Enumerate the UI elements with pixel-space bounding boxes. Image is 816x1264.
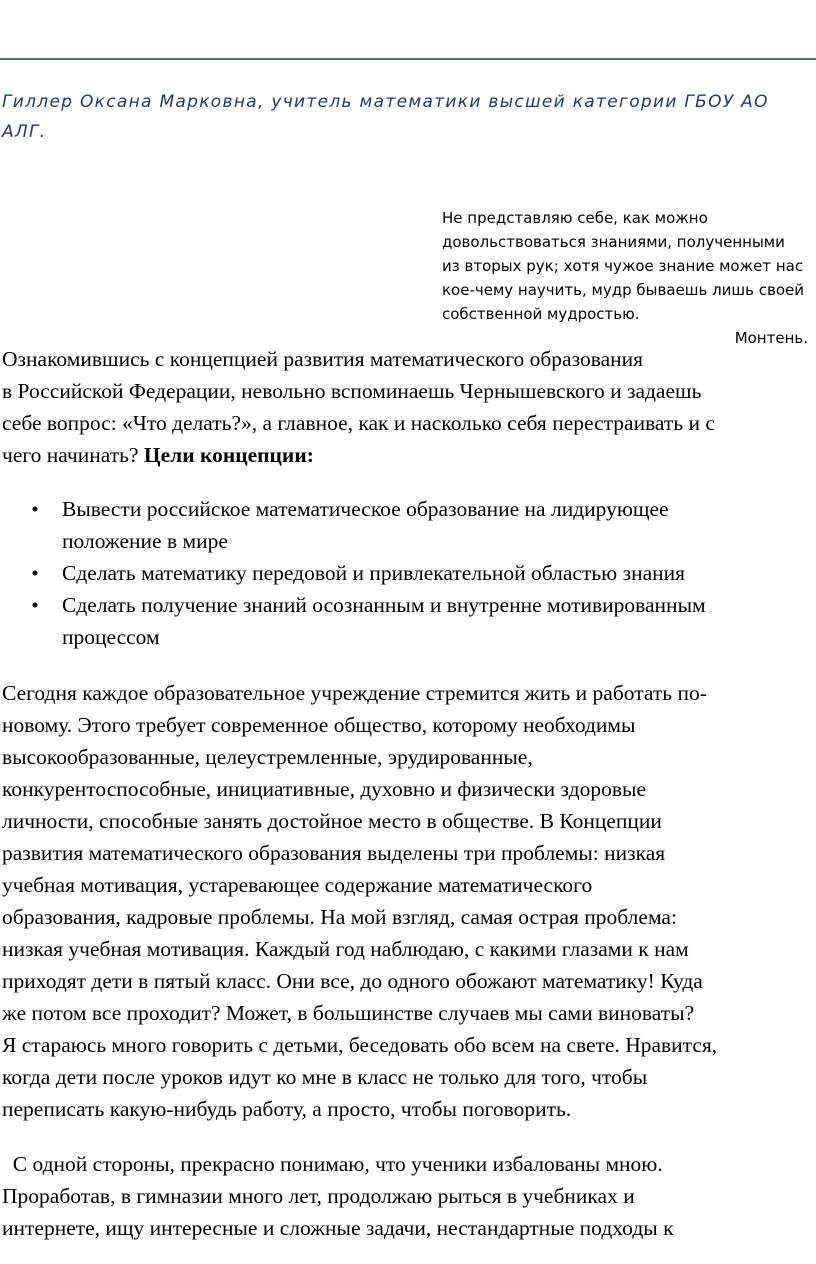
- paragraph-line: же потом все проходит? Может, в большинстве случаев мы сами виноваты?: [2, 1001, 695, 1025]
- epigraph-author: Монтень.: [734, 329, 808, 347]
- paragraph-motivation: [2, 677, 816, 1125]
- intro-paragraph: [2, 343, 816, 471]
- bullet-icon: •: [31, 593, 39, 617]
- paragraph-line: Проработав, в гимназии много лет, продолжаю рыться в учебниках и: [2, 1184, 635, 1208]
- paragraph-line: Сегодня каждое образовательное учреждение стремится жить и работать по-: [2, 681, 707, 705]
- paragraph-line-text: чего начинать?: [2, 443, 144, 467]
- epigraph-line: собственной мудростью.: [442, 305, 640, 323]
- list-item-line: Сделать математику передовой и привлекательной областью знания: [62, 561, 686, 585]
- paragraph-gymnasium: [2, 1148, 816, 1244]
- list-item-line: процессом: [62, 625, 160, 649]
- goals-heading: Цели концепции:: [143, 443, 314, 467]
- list-item-line: Сделать получение знаний осознанным и внутренне мотивированным: [62, 593, 706, 617]
- paragraph-line: учебная мотивация, устаревающее содержание математического: [2, 873, 593, 897]
- paragraph-line: высокообразованные, целеустремленные, эрудированные,: [2, 745, 533, 769]
- paragraph-line: приходят дети в пятый класс. Они все, до одного обожают математику! Куда: [2, 969, 703, 993]
- goals-list: [0, 493, 816, 653]
- epigraph-quote: [442, 206, 816, 326]
- paragraph-line: конкурентоспособные, инициативные, духовно и физически здоровые: [2, 777, 646, 801]
- paragraph-line: образования, кадровые проблемы. На мой взгляд, самая острая проблема:: [2, 905, 677, 929]
- bullet-icon: •: [31, 561, 39, 585]
- paragraph-line: интернете, ищу интересные и сложные задачи, нестандартные подходы к: [2, 1216, 674, 1240]
- paragraph-line: Я стараюсь много говорить с детьми, беседовать обо всем на свете. Нравится,: [2, 1033, 718, 1057]
- header-divider: [0, 58, 816, 60]
- epigraph-line: довольствоваться знаниями, полученными: [442, 233, 785, 251]
- paragraph-line: личности, способные занять достойное место в обществе. В Концепции: [2, 809, 662, 833]
- list-item-line: Вывести российское математическое образование на лидирующее: [62, 497, 669, 521]
- paragraph-line: развития математического образования выделены три проблемы: низкая: [2, 841, 666, 865]
- epigraph-line: из вторых рук; хотя чужое знание может нас: [442, 257, 804, 275]
- epigraph-line: Не представляю себе, как можно: [442, 209, 708, 227]
- paragraph-line: новому. Этого требует современное общество, которому необходимы: [2, 713, 636, 737]
- paragraph-line: [2, 439, 816, 471]
- paragraph-line: когда дети после уроков идут ко мне в класс не только для того, чтобы: [2, 1065, 648, 1089]
- author-line-1: Гиллер Оксана Марковна, учитель математики высшей категории ГБОУ АО: [2, 92, 769, 112]
- bullet-icon: •: [31, 497, 39, 521]
- list-item: [0, 557, 816, 589]
- paragraph-line: Ознакомившись с концепцией развития математического образования: [2, 347, 644, 371]
- list-item-line: положение в мире: [62, 529, 228, 553]
- paragraph-line: переписать какую-нибудь работу, а просто, чтобы поговорить.: [2, 1097, 572, 1121]
- epigraph-line: кое-чему научить, мудр бываешь лишь своей: [442, 281, 804, 299]
- paragraph-line: себе вопрос: «Что делать?», а главное, как и насколько себя перестраивать и с: [2, 411, 715, 435]
- list-item: [0, 589, 816, 653]
- author-line-2: АЛГ.: [2, 122, 47, 142]
- list-item: [0, 493, 816, 557]
- paragraph-line: в Российской Федерации, невольно вспоминаешь Чернышевского и задаешь: [2, 379, 702, 403]
- paragraph-line: С одной стороны, прекрасно понимаю, что ученики избалованы мною.: [2, 1152, 663, 1176]
- paragraph-line: низкая учебная мотивация. Каждый год наблюдаю, с какими глазами к нам: [2, 937, 689, 961]
